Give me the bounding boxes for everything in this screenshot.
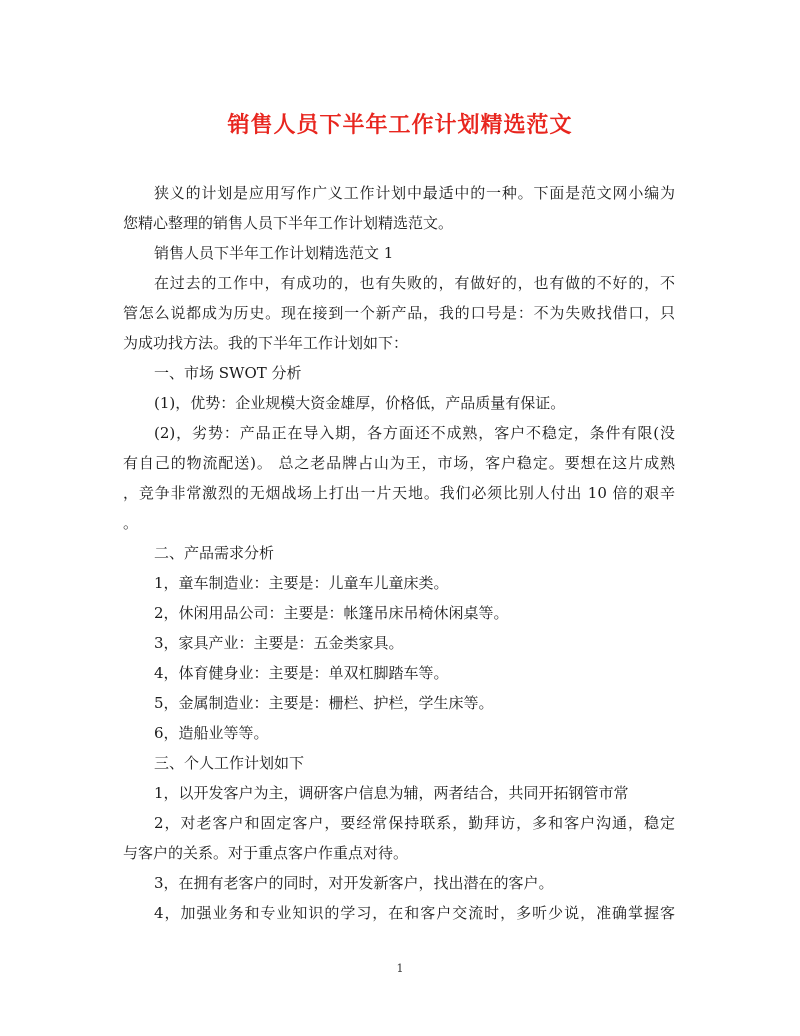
list-item: 3，家具产业：主要是：五金类家具。 xyxy=(154,634,404,652)
list-item: 6，造船业等等。 xyxy=(154,724,269,742)
paragraph-line: 有自己的物流配送)。 总之老品牌占山为王，市场，客户稳定。要想在这片成熟 xyxy=(123,454,675,472)
list-item: (1)，优势：企业规模大资金雄厚，价格低，产品质量有保证。 xyxy=(154,394,566,412)
paragraph-line: 管怎么说都成为历史。现在接到一个新产品，我的口号是：不为失败找借口，只 xyxy=(123,304,675,322)
page-number: 1 xyxy=(396,962,404,975)
list-item: 1，童车制造业：主要是：儿童车儿童床类。 xyxy=(154,574,449,592)
list-item: 1，以开发客户为主，调研客户信息为辅，两者结合，共同开拓钢管市常 xyxy=(154,784,629,802)
section-heading: 一、市场 SWOT 分析 xyxy=(154,364,302,382)
list-item: 2，对老客户和固定客户，要经常保持联系，勤拜访，多和客户沟通，稳定 xyxy=(154,814,675,832)
paragraph-line: 。 xyxy=(123,514,139,532)
list-item: 2，休闲用品公司：主要是：帐篷吊床吊椅休闲桌等。 xyxy=(154,604,509,622)
section-heading: 销售人员下半年工作计划精选范文 1 xyxy=(154,244,394,262)
paragraph-line: 您精心整理的销售人员下半年工作计划精选范文。 xyxy=(123,214,454,232)
paragraph-line: 狭义的计划是应用写作广义工作计划中最适中的一种。下面是范文网小编为 xyxy=(154,184,675,202)
paragraph-line: 在过去的工作中，有成功的，也有失败的，有做好的，也有做的不好的，不 xyxy=(154,274,675,292)
page-title: 销售人员下半年工作计划精选范文 xyxy=(227,112,573,138)
section-heading: 三、个人工作计划如下 xyxy=(154,754,305,772)
list-item: 3，在拥有老客户的同时，对开发新客户，找出潜在的客户。 xyxy=(154,874,554,892)
list-item: (2)，劣势：产品正在导入期，各方面还不成熟，客户不稳定，条件有限(没 xyxy=(154,424,675,442)
list-item: 4，体育健身业：主要是：单双杠脚踏车等。 xyxy=(154,664,449,682)
document-body xyxy=(123,178,675,928)
list-item: 4，加强业务和专业知识的学习，在和客户交流时，多听少说，准确掌握客 xyxy=(154,904,675,922)
paragraph-line: 与客户的关系。对于重点客户作重点对待。 xyxy=(123,844,409,862)
section-heading: 二、产品需求分析 xyxy=(154,544,275,562)
list-item: 5，金属制造业：主要是：栅栏、护栏，学生床等。 xyxy=(154,694,494,712)
paragraph-line: 为成功找方法。我的下半年工作计划如下： xyxy=(123,334,409,352)
paragraph-line: ，竞争非常激烈的无烟战场上打出一片天地。我们必须比别人付出 10 倍的艰辛 xyxy=(123,484,675,502)
